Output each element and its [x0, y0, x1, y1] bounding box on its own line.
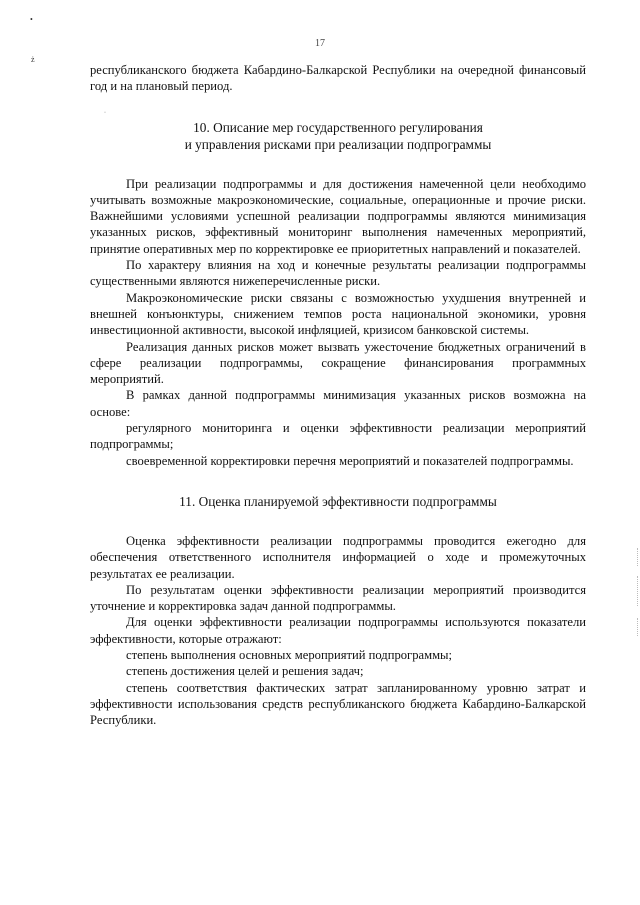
binding-mark: ż	[31, 55, 35, 64]
section-11-paragraph: Для оценки эффективности реализации подпрограммы используются показатели эффективности, которые отражают:	[90, 615, 586, 646]
scan-speck: ·	[104, 110, 106, 116]
section-10-title-line-2: и управления рисками при реализации подпрограммы	[184, 136, 492, 152]
section-10-heading	[90, 119, 586, 153]
section-10-paragraph: Реализация данных рисков может вызвать ужесточение бюджетных ограничений в сфере реализации подпрограммы, сокращение финансирования программных мероприятий.	[90, 339, 586, 387]
section-11-heading: 11. Оценка планируемой эффективности подпрограммы	[179, 493, 497, 509]
section-10-list-item: регулярного мониторинга и оценки эффективности реализации мероприятий подпрограммы;	[90, 421, 586, 452]
section-11-list-item: степень достижения целей и решения задач;	[126, 664, 364, 679]
section-10-paragraph: В рамках данной подпрограммы минимизация указанных рисков возможна на основе:	[90, 388, 586, 419]
section-10-title-line-1: 10. Описание мер государственного регулирования	[193, 119, 483, 135]
scan-edge-mark	[634, 576, 638, 606]
section-10-list-item: своевременной корректировки перечня мероприятий и показателей подпрограммы.	[126, 453, 574, 468]
section-11-paragraph: Оценка эффективности реализации подпрограммы проводится ежегодно для обеспечения ответственного исполнителя информацией о ходе и промежуточных результатах ее реализации.	[90, 533, 586, 581]
section-10-paragraph: Макроэкономические риски связаны с возможностью ухудшения внутренней и внешней конъюнктуры, снижением темпов роста национальной экономики, уровня инвестиционной активности, высокой инфляцией, кризисом банковской системы.	[90, 290, 586, 338]
section-11-list-item: степень выполнения основных мероприятий подпрограммы;	[126, 648, 453, 663]
intro-paragraph: республиканского бюджета Кабардино-Балкарской Республики на очередной финансовый год и на плановый период.	[90, 63, 586, 94]
scan-edge-mark	[634, 618, 638, 636]
section-11-paragraph: По результатам оценки эффективности реализации мероприятий производится уточнение и корректировка задач данной подпрограммы.	[90, 582, 586, 614]
section-11-list-item: степень соответствия фактических затрат запланированному уровню затрат и эффективности использования средств республиканского бюджета Кабардино-Балкарской Республики.	[90, 680, 586, 728]
page-number: 17	[315, 38, 325, 49]
section-10-paragraph: По характеру влияния на ход и конечные результаты реализации подпрограммы существенными являются нижеперечисленные риски.	[90, 258, 586, 289]
scan-edge-mark	[634, 548, 638, 566]
section-10-paragraph: При реализации подпрограммы и для достижения намеченной цели необходимо учитывать возможные макроэкономические, социальные, операционные и прочие риски. Важнейшими условиями успешной реализации подпрограммы являются минимизация указанных рисков, эффективный мониторинг выполнения намеченных мероприятий, принятие оперативных мер по корректировке ее приоритетных направлений и показателей.	[90, 176, 586, 256]
document-body	[90, 62, 586, 729]
binding-mark: •	[30, 15, 33, 24]
